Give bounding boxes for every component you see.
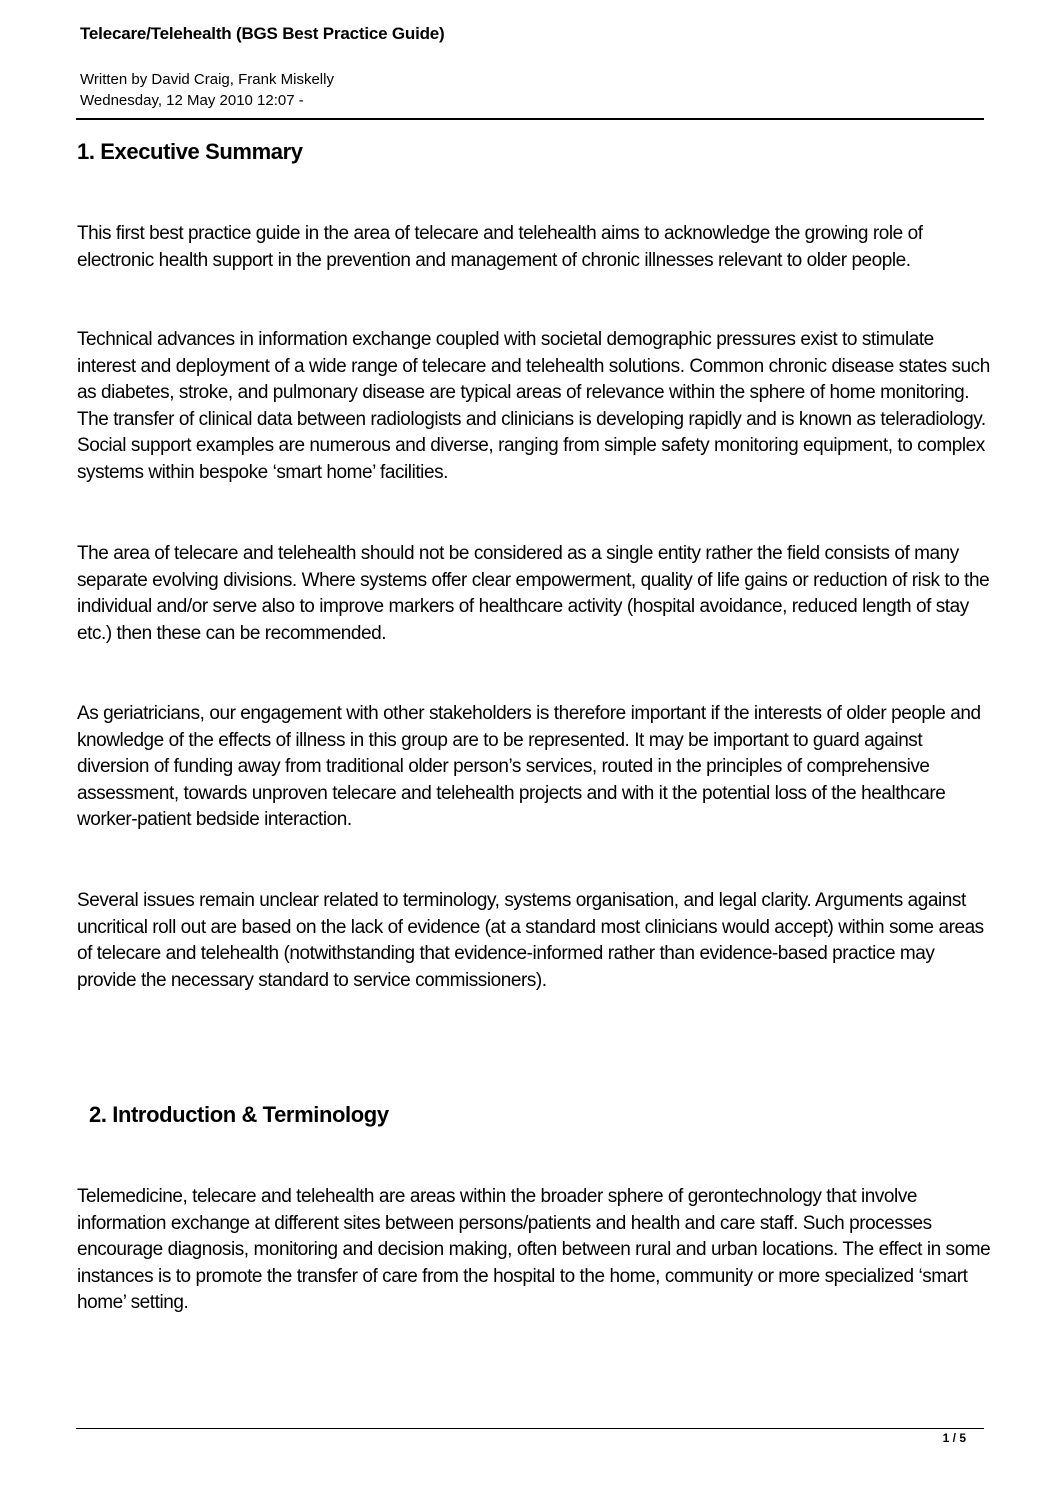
- footer-divider: [76, 1428, 984, 1429]
- paragraph: The area of telecare and telehealth should not be considered as a single entity rather the field consists of many separate evolving divisions. Where systems offer clear empowerment, quality of life gains or reduction of risk to the individual and/or serve also to improve markers of healthcare activity (hospital avoidance, reduced length of stay etc.) then these can be recommended.: [77, 543, 990, 644]
- paragraph: Telemedicine, telecare and telehealth are areas within the broader sphere of gerontechnology that involve information exchange at different sites between persons/patients and health and care staff. Such processes encourage diagnosis, monitoring and decision making, often between rural and urban locations. The effect in some instances is to promote the transfer of care from the hospital to the home, community or more specialized ‘smart home’ setting.: [77, 1186, 991, 1314]
- section-heading-executive-summary: 1. Executive Summary: [77, 139, 303, 164]
- section-heading-introduction: 2. Introduction & Terminology: [89, 1102, 389, 1127]
- paragraph: As geriatricians, our engagement with other stakeholders is therefore important if the interests of older people and knowledge of the effects of illness in this group are to be represented. It may be important to guard against diversion of funding away from traditional older person’s services, routed in the principles of comprehensive assessment, towards unproven telecare and telehealth projects and with it the potential loss of the healthcare worker-patient bedside interaction.: [77, 703, 981, 831]
- paragraph: This first best practice guide in the area of telecare and telehealth aims to acknowledge the growing role of electronic health support in the prevention and management of chronic illnesses relevant to older people.: [77, 223, 923, 271]
- date-line: Wednesday, 12 May 2010 12:07 -: [80, 92, 304, 109]
- paragraph: Technical advances in information exchange coupled with societal demographic pressures exist to stimulate interest and deployment of a wide range of telecare and telehealth solutions. Common chronic disease states such as diabetes, stroke, and pulmonary disease are typical areas of relevance within the sphere of home monitoring. The transfer of clinical data between radiologists and clinicians is developing rapidly and is known as teleradiology. Social support examples are numerous and diverse, ranging from simple safety monitoring equipment, to complex systems within bespoke ‘smart home’ facilities.: [77, 329, 990, 483]
- header-divider: [76, 118, 984, 120]
- paragraph: Several issues remain unclear related to terminology, systems organisation, and legal clarity. Arguments against uncritical roll out are based on the lack of evidence (at a standard most clinicians would accept) within some areas of telecare and telehealth (notwithstanding that evidence-informed rather than evidence-based practice may provide the necessary standard to service commissioners).: [77, 890, 984, 991]
- page-number: 1 / 5: [942, 1431, 966, 1445]
- author-line: Written by David Craig, Frank Miskelly: [80, 71, 334, 88]
- document-title: Telecare/Telehealth (BGS Best Practice Guide): [80, 24, 445, 43]
